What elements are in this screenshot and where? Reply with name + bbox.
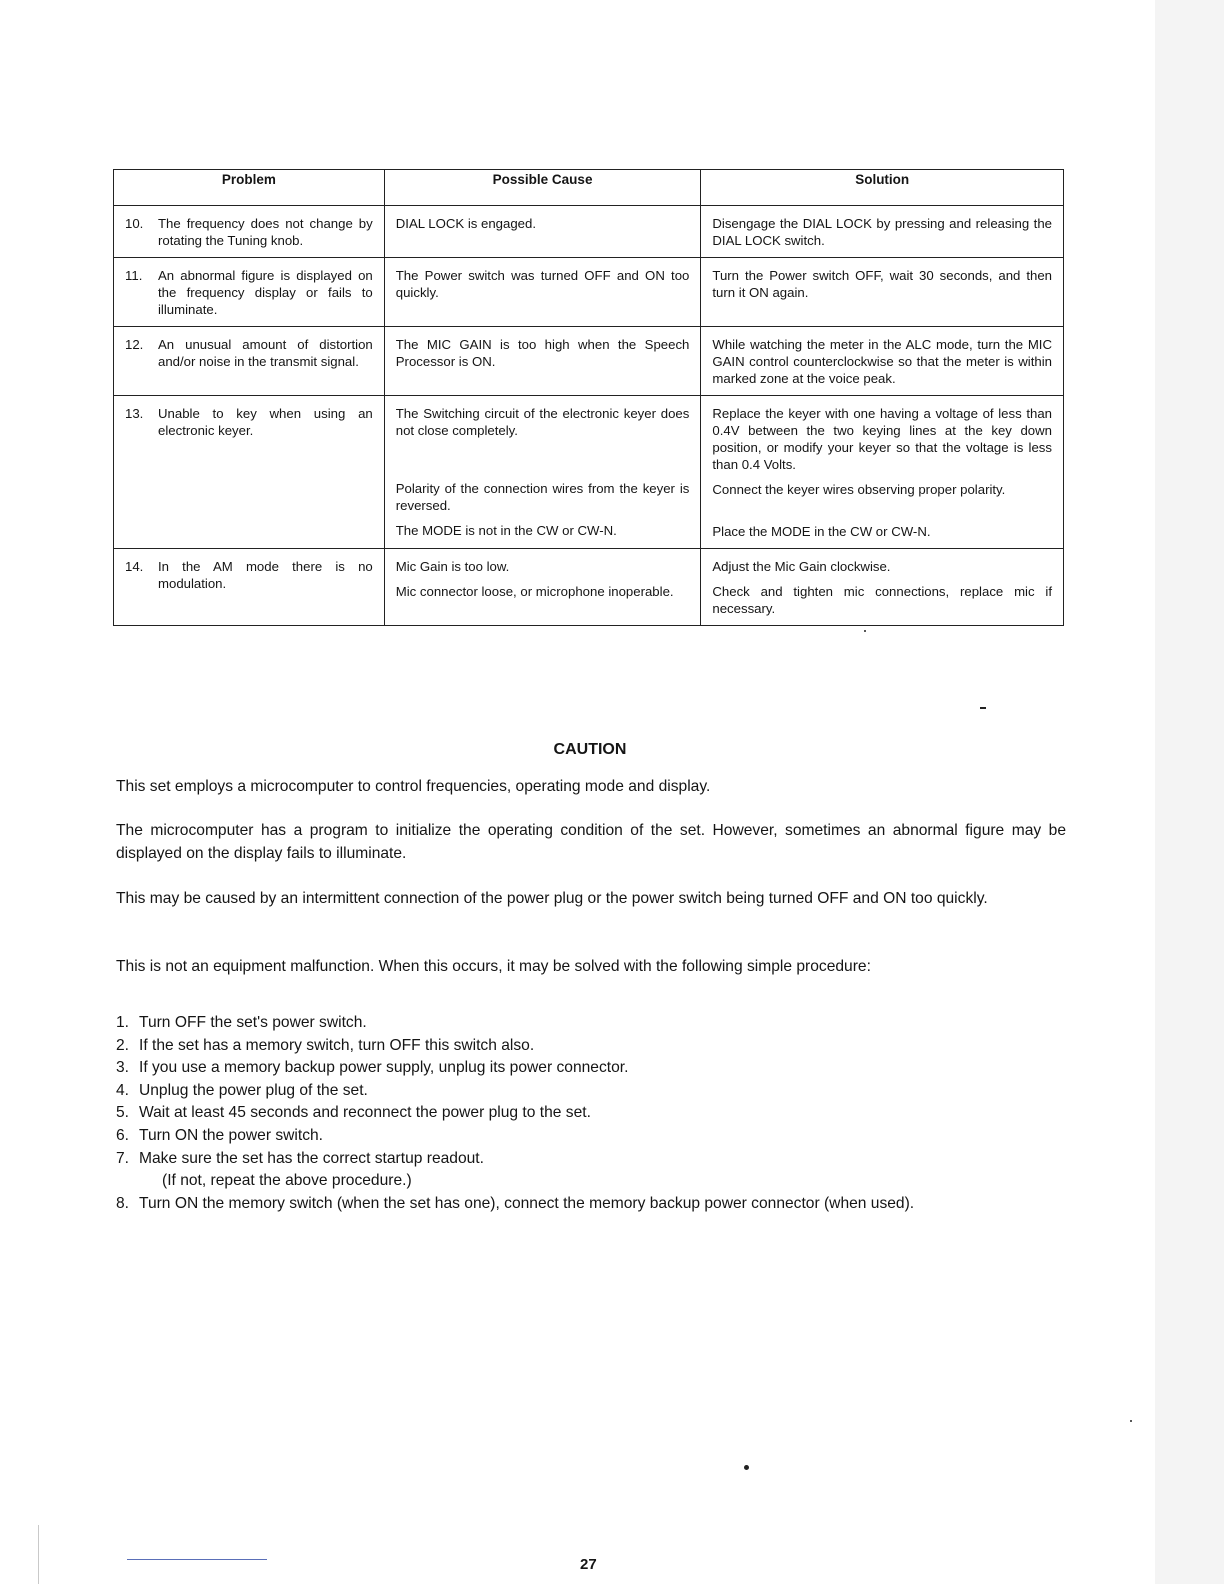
problem-cell (114, 206, 385, 258)
step-text: Unplug the power plug of the set. (139, 1081, 368, 1099)
step-text: Turn ON the power switch. (139, 1126, 324, 1144)
cause-text: The MIC GAIN is too high when the Speech Processor is ON. (395, 337, 690, 369)
step-number: 7. (116, 1149, 130, 1167)
cause-text: Mic Gain is too low. (395, 559, 510, 574)
list-item (116, 1125, 1076, 1148)
table-row (114, 206, 1064, 258)
solution-cell (701, 549, 1064, 626)
problem-text: The frequency does not change by rotating the Tuning knob. (158, 216, 373, 248)
step-text: (If not, repeat the above procedure.) (162, 1172, 412, 1190)
cause-cell (384, 327, 701, 396)
table-row (114, 327, 1064, 396)
solution-text: Check and tighten mic connections, replace mic if necessary. (712, 584, 1052, 616)
caution-paragraph: This is not an equipment malfunction. When this occurs, it may be solved with the following simple procedure: (116, 958, 871, 975)
step-number: 2. (116, 1036, 130, 1054)
list-item (116, 1102, 1076, 1125)
solution-text: Connect the keyer wires observing proper polarity. (712, 482, 1006, 497)
step-text: If the set has a memory switch, turn OFF this switch also. (139, 1036, 535, 1054)
solution-text: Disengage the DIAL LOCK by pressing and releasing the DIAL LOCK switch. (712, 216, 1052, 248)
step-text: Make sure the set has the correct startup readout. (139, 1149, 484, 1167)
solution-text: Turn the Power switch OFF, wait 30 seconds, and then turn it ON again. (712, 268, 1052, 300)
step-number: 8. (116, 1194, 130, 1212)
caution-heading: CAUTION (553, 741, 627, 758)
scan-edge-shading (1155, 0, 1224, 1584)
cause-text: Polarity of the connection wires from the keyer is reversed. (395, 481, 690, 513)
list-item (116, 1080, 1076, 1103)
solution-text: Adjust the Mic Gain clockwise. (712, 559, 891, 574)
caution-paragraph: This set employs a microcomputer to control frequencies, operating mode and display. (116, 778, 711, 795)
step-number: 4. (116, 1081, 130, 1099)
table-row (114, 258, 1064, 327)
scan-speck (1130, 1420, 1132, 1422)
solution-cell (701, 327, 1064, 396)
problem-cell (114, 258, 385, 327)
header-possible-cause: Possible Cause (384, 170, 701, 206)
step-number: 6. (116, 1126, 130, 1144)
step-number: 1. (116, 1014, 130, 1031)
table-row (114, 396, 1064, 549)
solution-text: Place the MODE in the CW or CW-N. (712, 524, 931, 539)
list-item (116, 1057, 1076, 1080)
cause-cell (384, 206, 701, 258)
troubleshooting-table (113, 169, 1064, 626)
list-item (116, 1170, 1076, 1193)
footer-rule (127, 1559, 267, 1560)
table-header-row (114, 170, 1064, 206)
problem-number: 13. (125, 406, 144, 421)
solution-cell (701, 206, 1064, 258)
cause-text: The Power switch was turned OFF and ON too quickly. (395, 268, 690, 300)
step-number (139, 1170, 162, 1193)
cause-text: DIAL LOCK is engaged. (395, 216, 537, 231)
procedure-list (116, 1012, 1076, 1215)
step-text: Wait at least 45 seconds and reconnect the power plug to the set. (139, 1104, 591, 1122)
step-number: 5. (116, 1104, 130, 1122)
step-number: 3. (116, 1059, 130, 1077)
problem-number: 10. (125, 216, 144, 231)
page-number: 27 (580, 1556, 597, 1573)
table-row (114, 549, 1064, 626)
solution-cell (701, 396, 1064, 549)
caution-paragraph: The microcomputer has a program to initialize the operating condition of the set. However, sometimes an abnormal figure may be displayed on the display fails to illuminate. (116, 822, 1066, 862)
solution-text: While watching the meter in the ALC mode, turn the MIC GAIN control counterclockwise so that the meter is within marked zone at the voice peak. (712, 337, 1052, 386)
scan-margin-rule (38, 1525, 39, 1584)
header-problem: Problem (114, 170, 385, 206)
problem-text: In the AM mode there is no modulation. (158, 559, 373, 591)
solution-cell (701, 258, 1064, 327)
problem-cell (114, 396, 385, 549)
problem-cell (114, 327, 385, 396)
list-item (116, 1193, 1076, 1216)
list-item (116, 1035, 1076, 1058)
scan-speck (744, 1465, 749, 1470)
list-item (116, 1012, 1076, 1035)
step-text: Turn ON the memory switch (when the set has one), connect the memory backup power connector (when used). (139, 1194, 915, 1212)
step-text: If you use a memory backup power supply, unplug its power connector. (139, 1059, 629, 1077)
cause-text: The Switching circuit of the electronic keyer does not close completely. (395, 406, 690, 438)
cause-cell (384, 258, 701, 327)
cause-text: The MODE is not in the CW or CW-N. (395, 523, 617, 538)
cause-cell (384, 549, 701, 626)
problem-number: 12. (125, 337, 144, 352)
solution-text: Replace the keyer with one having a voltage of less than 0.4V between the two keying lines at the key down position, or modify your keyer so that the voltage is less than 0.4 Volts. (712, 406, 1052, 472)
step-text: Turn OFF the set's power switch. (139, 1014, 367, 1031)
problem-cell (114, 549, 385, 626)
problem-text: Unable to key when using an electronic keyer. (158, 406, 373, 438)
cause-cell (384, 396, 701, 549)
problem-text: An unusual amount of distortion and/or noise in the transmit signal. (158, 337, 373, 369)
problem-text: An abnormal figure is displayed on the frequency display or fails to illuminate. (158, 268, 373, 317)
cause-text: Mic connector loose, or microphone inoperable. (395, 584, 674, 599)
scan-speck (980, 707, 986, 709)
scan-speck (864, 630, 866, 632)
header-solution: Solution (701, 170, 1064, 206)
caution-paragraph: This may be caused by an intermittent connection of the power plug or the power switch being turned OFF and ON too quickly. (116, 890, 988, 907)
problem-number: 14. (125, 559, 144, 574)
problem-number: 11. (125, 268, 143, 283)
list-item (116, 1148, 1076, 1171)
